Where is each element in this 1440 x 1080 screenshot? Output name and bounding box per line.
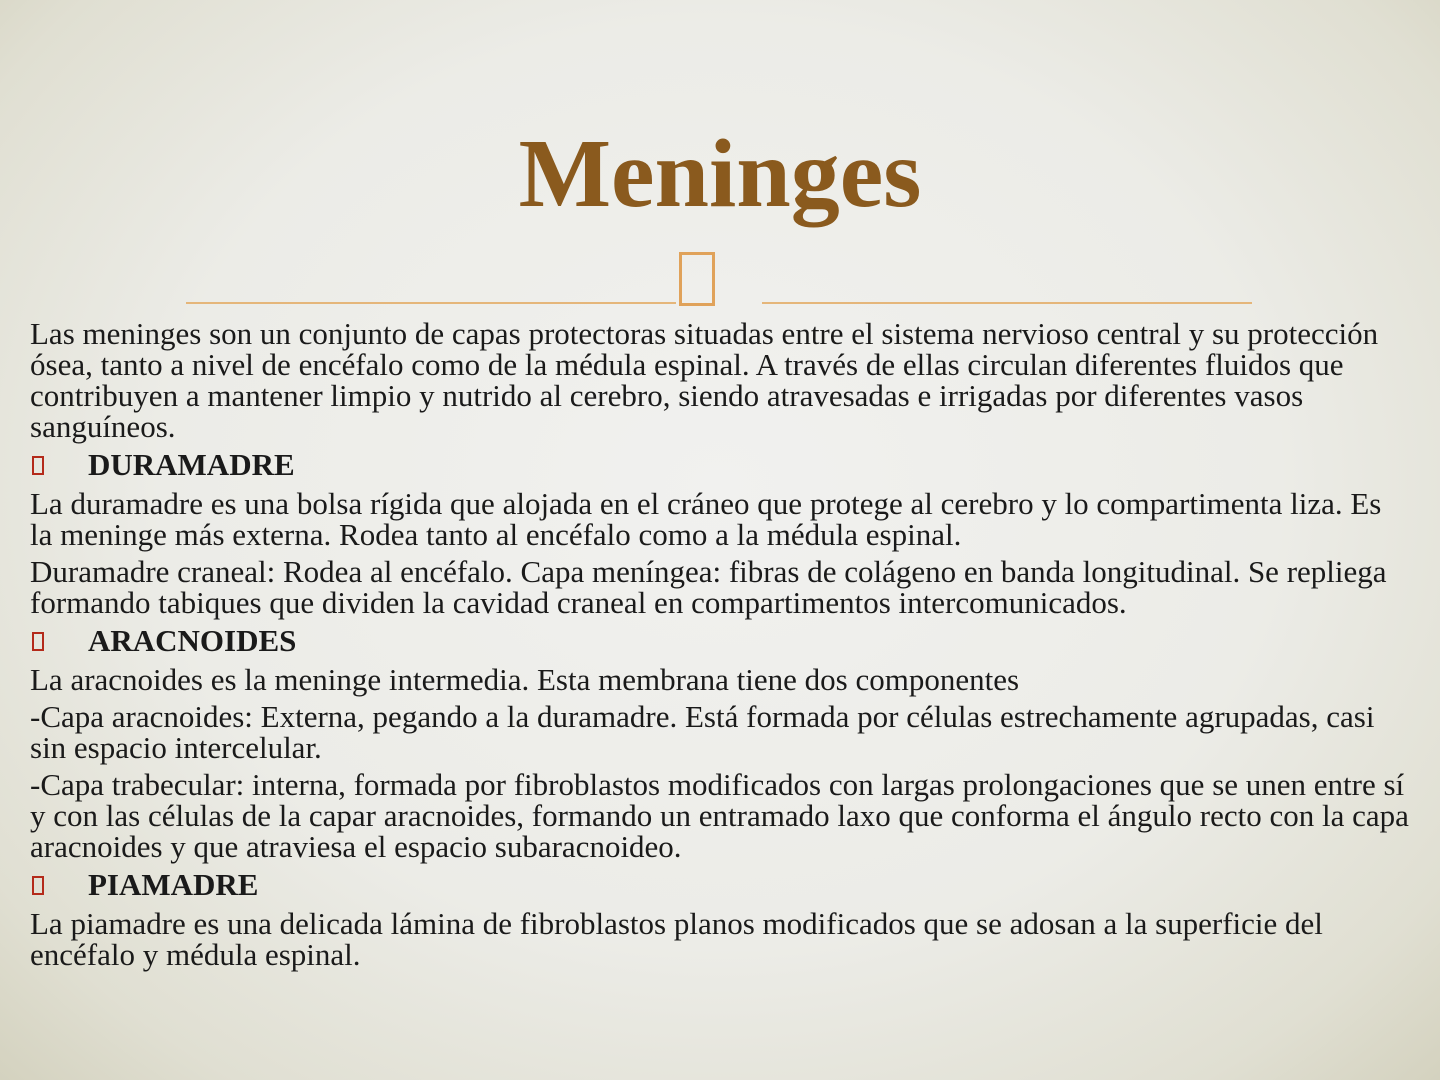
paragraph: -Capa aracnoides: Externa, pegando a la duramadre. Está formada por células estrechamente agrupadas, casi sin espacio intercelular. — [30, 699, 1375, 765]
paragraph: La aracnoides es la meninge intermedia. Esta membrana tiene dos componentes — [30, 662, 1020, 697]
bullet-icon — [32, 876, 44, 895]
paragraph: -Capa trabecular: interna, formada por fibroblastos modificados con largas prolongaciones que se unen entre sí y con las células de la capar aracnoides, formando un entramado laxo que conforma el ángulo recto con la capa aracnoides y que atraviesa el espacio subaracnoideo. — [30, 767, 1409, 864]
paragraph: La duramadre es una bolsa rígida que alojada en el cráneo que protege al cerebro y lo compartimenta liza. Es la meninge más externa. Rodea tanto al encéfalo como a la médula espinal. — [30, 486, 1382, 552]
title-divider-right — [762, 302, 1252, 304]
section-heading-piamadre — [30, 868, 1410, 902]
paragraph: Duramadre craneal: Rodea al encéfalo. Capa meníngea: fibras de colágeno en banda longitudinal. Se repliega formando tabiques que dividen la cavidad craneal en compartimentos intercomunicados. — [30, 554, 1387, 620]
slide-body — [30, 318, 1410, 970]
section-heading-duramadre — [30, 448, 1410, 482]
section-heading-aracnoides — [30, 624, 1410, 658]
section-heading-label: ARACNOIDES — [88, 623, 297, 658]
paragraph: La piamadre es una delicada lámina de fibroblastos planos modificados que se adosan a la superficie del encéfalo y médula espinal. — [30, 906, 1323, 972]
section-heading-label: PIAMADRE — [88, 867, 259, 902]
bullet-icon — [32, 632, 44, 651]
section-heading-label: DURAMADRE — [88, 447, 295, 482]
title-divider-left — [186, 302, 676, 304]
slide-title: Meninges — [518, 120, 922, 228]
intro-paragraph: Las meninges son un conjunto de capas protectoras situadas entre el sistema nervioso central y su protección ósea, tanto a nivel de encéfalo como de la médula espinal. A través de ellas circulan diferentes fluidos que contribuyen a mantener limpio y nutrido al cerebro, siendo atravesadas e irrigadas por diferentes vasos sanguíneos. — [30, 316, 1379, 444]
divider-ornament — [679, 252, 715, 306]
bullet-icon — [32, 456, 44, 475]
